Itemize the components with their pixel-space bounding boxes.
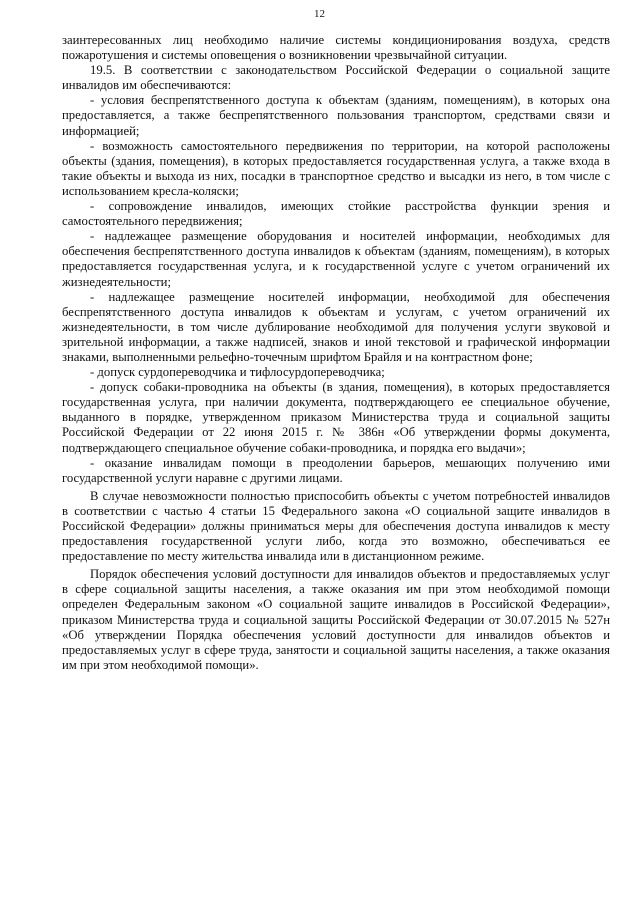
- document-body: [62, 33, 610, 673]
- list-item-independent-movement: - возможность самостоятельного передвижения по территории, на которой расположены объекты (здания, помещения), в которых предоставляется государственная услуга, а также входа в такие объекты и выхода из них, посадки в транспортное средство и высадки из него, в том числе с использованием кресла-коляски;: [62, 138, 610, 198]
- paragraph-continuation: заинтересованных лиц необходимо наличие системы кондиционирования воздуха, средств пожаротушения и системы оповещения о возникновении чрезвычайной ситуации.: [62, 33, 610, 63]
- paragraph-procedure: Порядок обеспечения условий доступности для инвалидов объектов и предоставляемых услуг в сфере социальной защиты населения, а также оказания им при этом необходимой помощи определен Федеральным законом «О социальной защите инвалидов в Российской Федерации», приказом Министерства труда и социальной защиты Российской Федерации от 30.07.2015 № 527н «Об утверждении Порядка обеспечения условий доступности для инвалидов объектов и предоставляемых услуг в сфере труда, занятости и социальной защиты населения, а также оказания им при этом необходимой помощи».: [62, 567, 610, 672]
- list-item-sign-interpreter: - допуск сурдопереводчика и тифлосурдопереводчика;: [90, 365, 385, 380]
- list-item-equipment-placement: - надлежащее размещение оборудования и носителей информации, необходимых для обеспечения беспрепятственного доступа инвалидов к объектам (зданиям, помещениям), в которых предоставляется государственная услуга, и к государственной услуге с учетом ограничений их жизнедеятельности;: [62, 229, 610, 289]
- list-item-access-conditions: - условия беспрепятственного доступа к объектам (зданиям, помещениям), в которых она предоставляется, а также беспрепятственного пользования транспортом, средствами связи и информацией;: [62, 93, 610, 138]
- list-item-assistance: - оказание инвалидам помощи в преодолении барьеров, мешающих получению ими государственной услуги наравне с другими лицами.: [62, 455, 610, 485]
- page-number: 12: [314, 8, 325, 20]
- list-item-escort: - сопровождение инвалидов, имеющих стойкие расстройства функции зрения и самостоятельного передвижения;: [62, 199, 610, 229]
- list-item-information-carriers: - надлежащее размещение носителей информации, необходимой для обеспечения беспрепятственного доступа инвалидов к объектам и услугам, с учетом ограничений их жизнедеятельности, в том числе дублирование необходимой для получения услуги звуковой и зрительной информации, а также надписей, знаков и иной текстовой и графической информации знаками, выполненными рельефно-точечным шрифтом Брайля и на контрастном фоне;: [62, 289, 610, 364]
- paragraph-impossibility: В случае невозможности полностью приспособить объекты с учетом потребностей инвалидов в соответствии с частью 4 статьи 15 Федерального закона «О социальной защите инвалидов в Российской Федерации» должны приниматься меры для обеспечения доступа инвалидов к месту предоставления государственной услуги либо, когда это возможно, обеспечиваться ее предоставление по месту жительства инвалида или в дистанционном режиме.: [62, 488, 610, 564]
- list-item-guide-dog: - допуск собаки-проводника на объекты (в здания, помещения), в которых предоставляется государственная услуга, при наличии документа, подтверждающего ее специальное обучение, выданного в порядке, утвержденном приказом Министерства труда и социальной защиты Российской Федерации от 22 июня 2015 г. № 386н «Об утверждении формы документа, подтверждающего специальное обучение собаки-проводника, и порядка его выдачи»;: [62, 380, 610, 455]
- paragraph-19-5: 19.5. В соответствии с законодательством Российской Федерации о социальной защите инвалидов им обеспечиваются:: [62, 63, 610, 93]
